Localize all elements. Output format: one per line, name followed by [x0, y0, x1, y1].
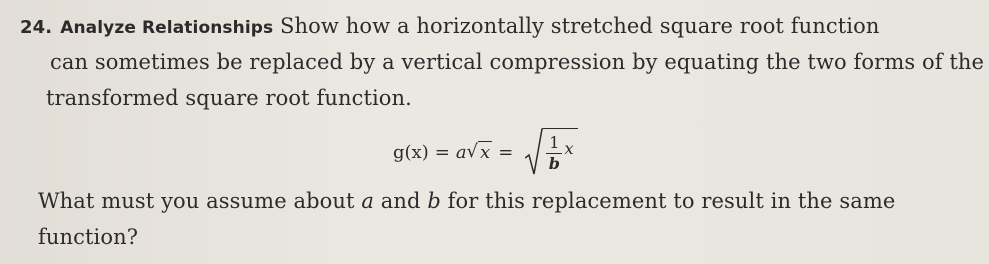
question-var-b: b — [427, 189, 441, 213]
problem-number: 24. — [20, 17, 53, 38]
fraction — [546, 135, 562, 172]
equals-sign-1: = — [434, 141, 450, 163]
equals-sign-2: = — [498, 141, 514, 163]
large-radicand — [543, 128, 577, 176]
question-line-1 — [38, 189, 895, 213]
fraction-numerator: 1 — [546, 135, 562, 154]
fraction-denominator: b — [548, 154, 560, 173]
question-part-1: What must you assume about — [38, 189, 362, 213]
small-radicand: x — [480, 142, 491, 163]
question-line-2: function? — [38, 225, 139, 249]
equation-lhs: g(x) — [393, 141, 429, 163]
coefficient-a: a — [455, 141, 467, 163]
large-radical-sign-icon — [525, 128, 543, 176]
problem-header-line — [20, 14, 879, 38]
radical-sign-icon: √ — [466, 141, 479, 162]
equation — [393, 126, 578, 178]
question-part-2: and — [373, 189, 428, 213]
question-part-3: for this replacement to result in the same — [440, 189, 896, 213]
small-square-root — [467, 141, 493, 163]
large-square-root — [525, 128, 577, 176]
problem-text-line-1: Show how a horizontally stretched square root function — [280, 14, 880, 38]
radicand-variable: x — [564, 139, 574, 158]
problem-text-line-2: can sometimes be replaced by a vertical compression by equating the two forms of the — [50, 50, 985, 74]
problem-title: Analyze Relationships — [60, 18, 274, 38]
question-var-a: a — [361, 189, 374, 213]
problem-text-line-3: transformed square root function. — [46, 86, 412, 110]
